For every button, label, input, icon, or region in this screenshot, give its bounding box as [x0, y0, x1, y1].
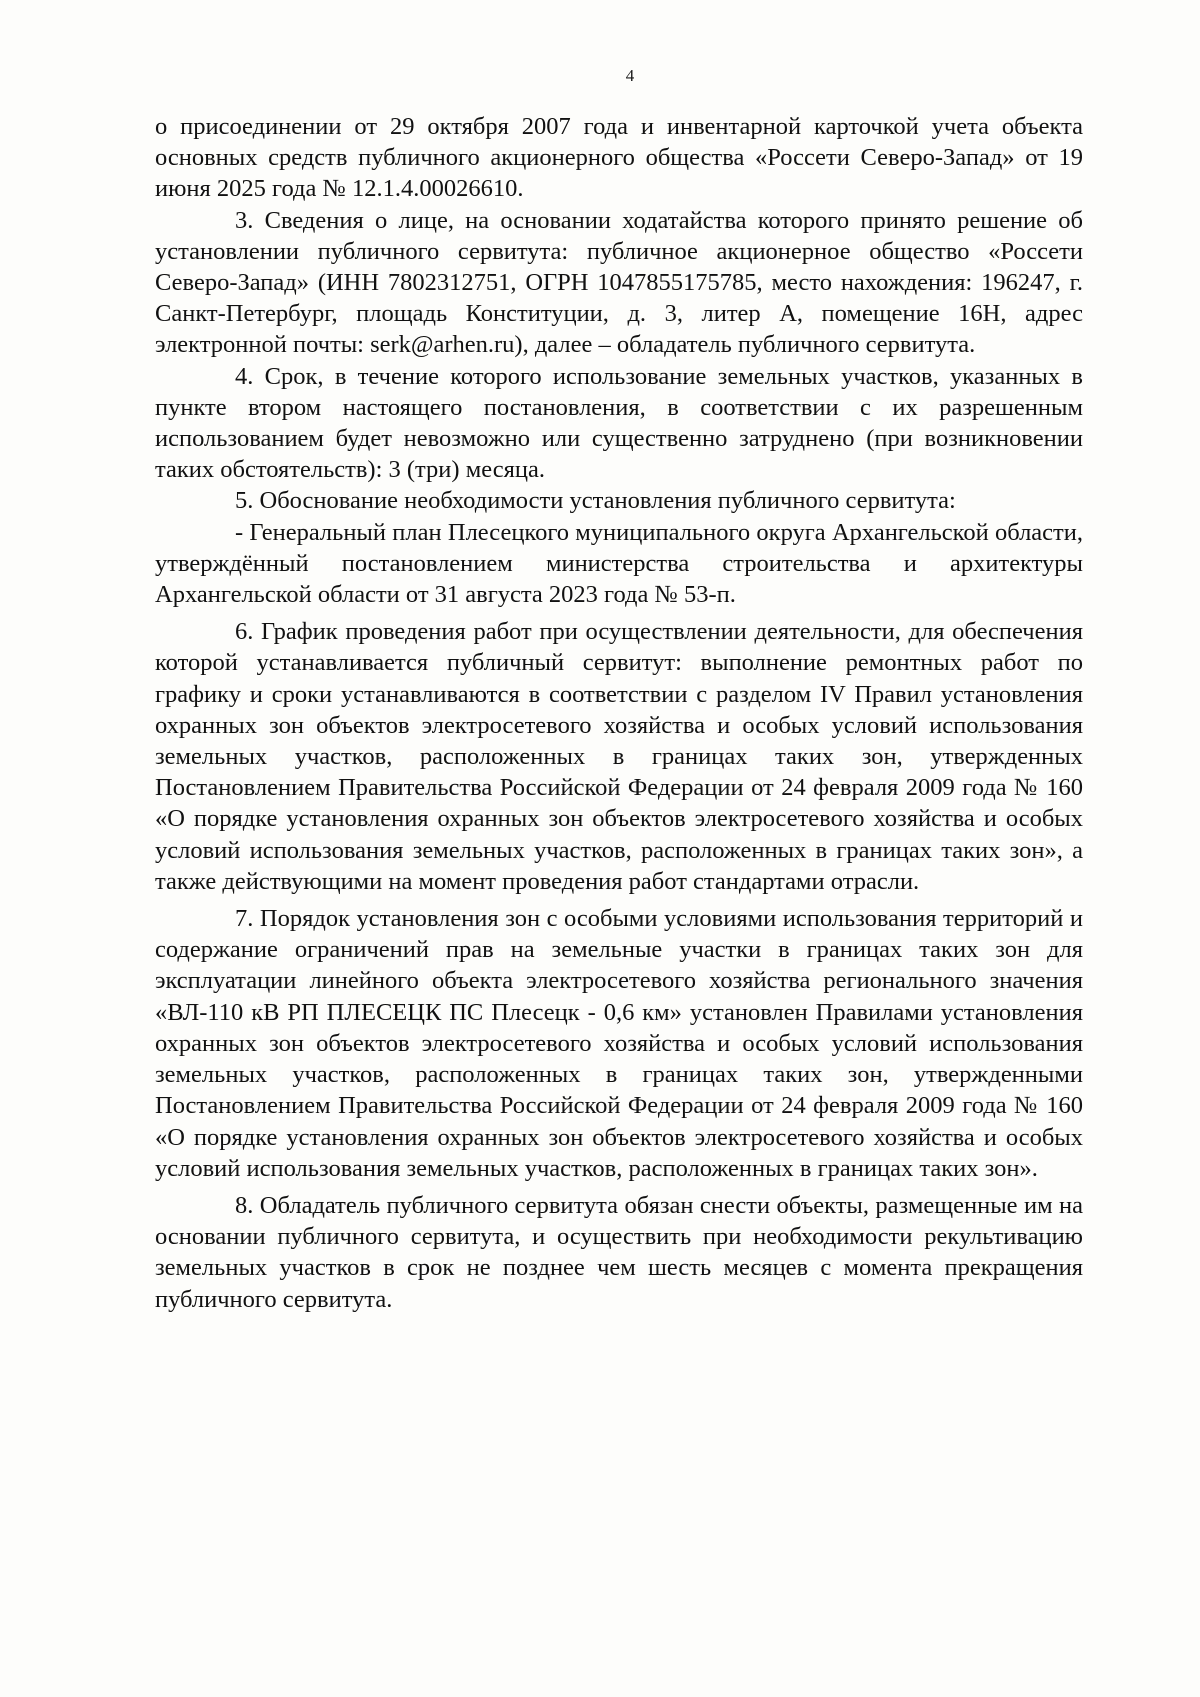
paragraph-item-6: 6. График проведения работ при осуществлении деятельности, для обеспечения которой устанавливается публичный сервитут: выполнение ремонтных работ по графику и сроки устанавливаются в соответствии с разделом IV Правил установления охранных зон объектов электросетевого хозяйства и особых условий использования земельных участков, расположенных в границах таких зон, утвержденных Постановлением Правительства Российской Федерации от 24 февраля 2009 года № 160 «О порядке установления охранных зон объектов электросетевого хозяйства и особых условий использования земельных участков, расположенных в границах таких зон», а также действующими на момент проведения работ стандартами отрасли. [155, 618, 1083, 895]
paragraph-item-7: 7. Порядок установления зон с особыми условиями использования территорий и содержание ограничений прав на земельные участки в границах таких зон для эксплуатации линейного объекта электросетевого хозяйства регионального значения «ВЛ-110 кВ РП ПЛЕСЕЦК ПС Плесецк - 0,6 км» установлен Правилами установления охранных зон объектов электросетевого хозяйства и особых условий использования земельных участков, расположенных в границах таких зон, утвержденными Постановлением Правительства Российской Федерации от 24 февраля 2009 года № 160 «О порядке установления охранных зон объектов электросетевого хозяйства и особых условий использования земельных участков, расположенных в границах таких зон». [155, 905, 1083, 1182]
paragraph-item-5-sub: - Генеральный план Плесецкого муниципального округа Архангельской области, утверждённый постановлением министерства строительства и архитектуры Архангельской области от 31 августа 2023 года № 53-п. [155, 518, 1083, 609]
page-number: 4 [625, 66, 635, 85]
paragraph-item-3: 3. Сведения о лице, на основании ходатайства которого принято решение об установлении публичного сервитута: публичное акционерное общество «Россети Северо-Запад» (ИНН 7802312751, ОГРН 1047855175785, место нахождения: 196247, г. Санкт-Петербург, площадь Конституции, д. 3, литер А, помещение 16Н, адрес электронной почты: serk@arhen.ru), далее – обладатель публичного сервитута. [155, 206, 1083, 359]
paragraph-item-8: 8. Обладатель публичного сервитута обязан снести объекты, размещенные им на основании публичного сервитута, и осуществить при необходимости рекультивацию земельных участков в срок не позднее чем шесть месяцев с момента прекращения публичного сервитута. [155, 1191, 1083, 1313]
document-body [155, 111, 1083, 1315]
paragraph-continuation: о присоединении от 29 октября 2007 года и инвентарной карточкой учета объекта основных средств публичного акционерного общества «Россети Северо-Запад» от 19 июня 2025 года № 12.1.4.00026610. [155, 113, 1083, 203]
paragraph-item-4: 4. Срок, в течение которого использование земельных участков, указанных в пункте втором настоящего постановления, в соответствии с их разрешенным использованием будет невозможно или существенно затруднено (при возникновении таких обстоятельств): 3 (три) месяца. [155, 362, 1083, 484]
paragraph-item-5: 5. Обоснование необходимости установления публичного сервитута: [235, 487, 956, 515]
